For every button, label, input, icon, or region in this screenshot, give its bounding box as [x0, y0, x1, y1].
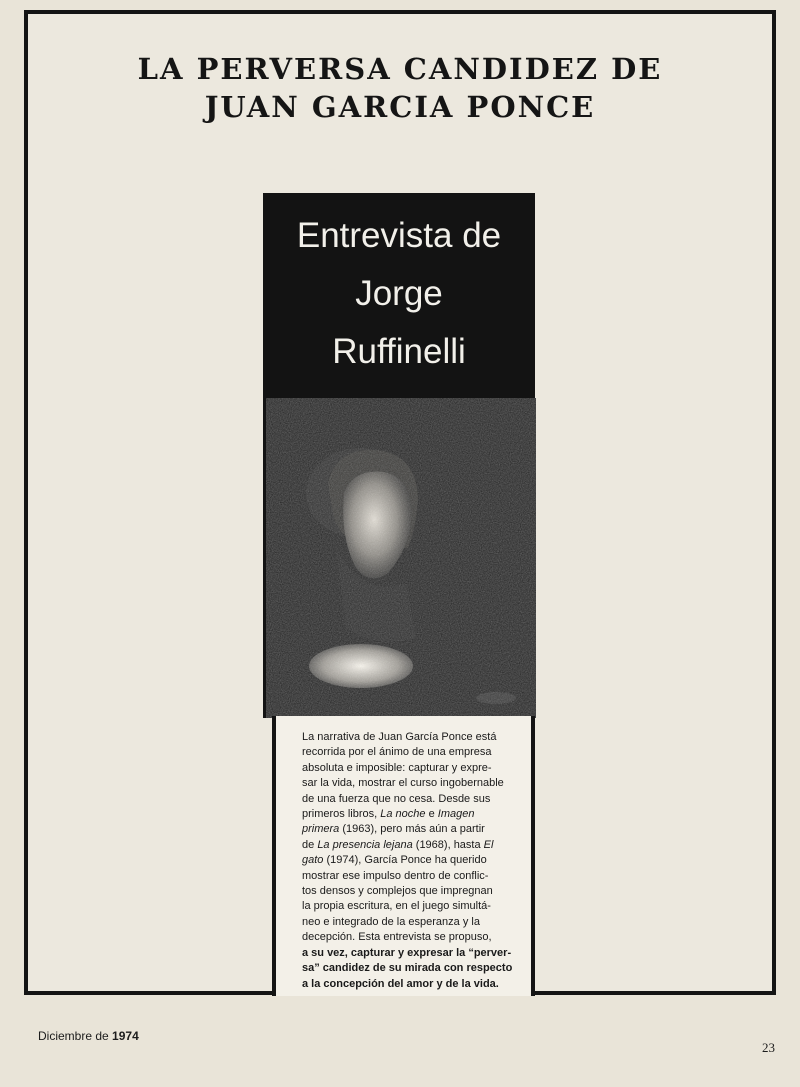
issue-date-year: 1974 [112, 1029, 139, 1043]
byline-line-3: Ruffinelli [332, 332, 466, 371]
book-title: La presencia lejana [317, 838, 413, 851]
issue-date [38, 1029, 139, 1043]
intro-text: (1968), hasta [415, 838, 481, 851]
byline [263, 207, 535, 381]
book-title: El [483, 838, 494, 851]
intro-line: mostrar ese impulso dentro de conflic- [302, 869, 489, 882]
intro-paragraph [302, 730, 517, 992]
intro-line: tos densos y complejos que impregnan [302, 885, 493, 898]
intro-line: a su vez, capturar y expresar la “perver- [302, 946, 512, 959]
book-title: Imagen [437, 808, 475, 821]
intro-line: a la concepción del amor y de la vida. [302, 977, 499, 990]
intro-line [302, 807, 517, 822]
intro-text: e [428, 808, 435, 821]
intro-line: la propia escritura, en el juego simultá- [302, 900, 491, 913]
byline-line-1: Entrevista de [296, 216, 502, 255]
intro-line [302, 822, 517, 837]
book-title: primera [302, 823, 340, 836]
intro-line: sar la vida, mostrar el curso ingobernable [302, 777, 504, 790]
intro-text: (1974), García Ponce ha querido [326, 854, 487, 867]
intro-text: de [302, 838, 315, 851]
intro-line: decepción. Esta entrevista se propuso, [302, 931, 492, 944]
intro-line: recorrida por el ánimo de una empresa [302, 746, 492, 759]
portrait-photo-icon [266, 398, 536, 718]
portrait-photo [266, 398, 536, 718]
intro-line [302, 853, 517, 868]
book-title: gato [302, 854, 324, 867]
title-line-1: LA PERVERSA CANDIDEZ DE [137, 52, 663, 86]
intro-text: primeros libros, [302, 808, 378, 821]
intro-line [302, 838, 517, 853]
intro-line: de una fuerza que no cesa. Desde sus [302, 792, 491, 805]
intro-line: neo e integrado de la esperanza y la [302, 915, 480, 928]
intro-line: sa” candidez de su mirada con respecto [302, 962, 513, 975]
book-title: La noche [380, 808, 426, 821]
issue-date-month: Diciembre de [38, 1029, 109, 1043]
intro-text: (1963), pero más aún a partir [342, 823, 485, 836]
title-line-2: JUAN GARCIA PONCE [204, 90, 596, 124]
page-number: 23 [762, 1040, 775, 1055]
intro-line: absoluta e imposible: capturar y expre- [302, 761, 492, 774]
article-title [28, 50, 772, 126]
intro-box [272, 716, 535, 996]
byline-line-2: Jorge [355, 274, 443, 313]
intro-line: La narrativa de Juan García Ponce está [302, 731, 497, 743]
